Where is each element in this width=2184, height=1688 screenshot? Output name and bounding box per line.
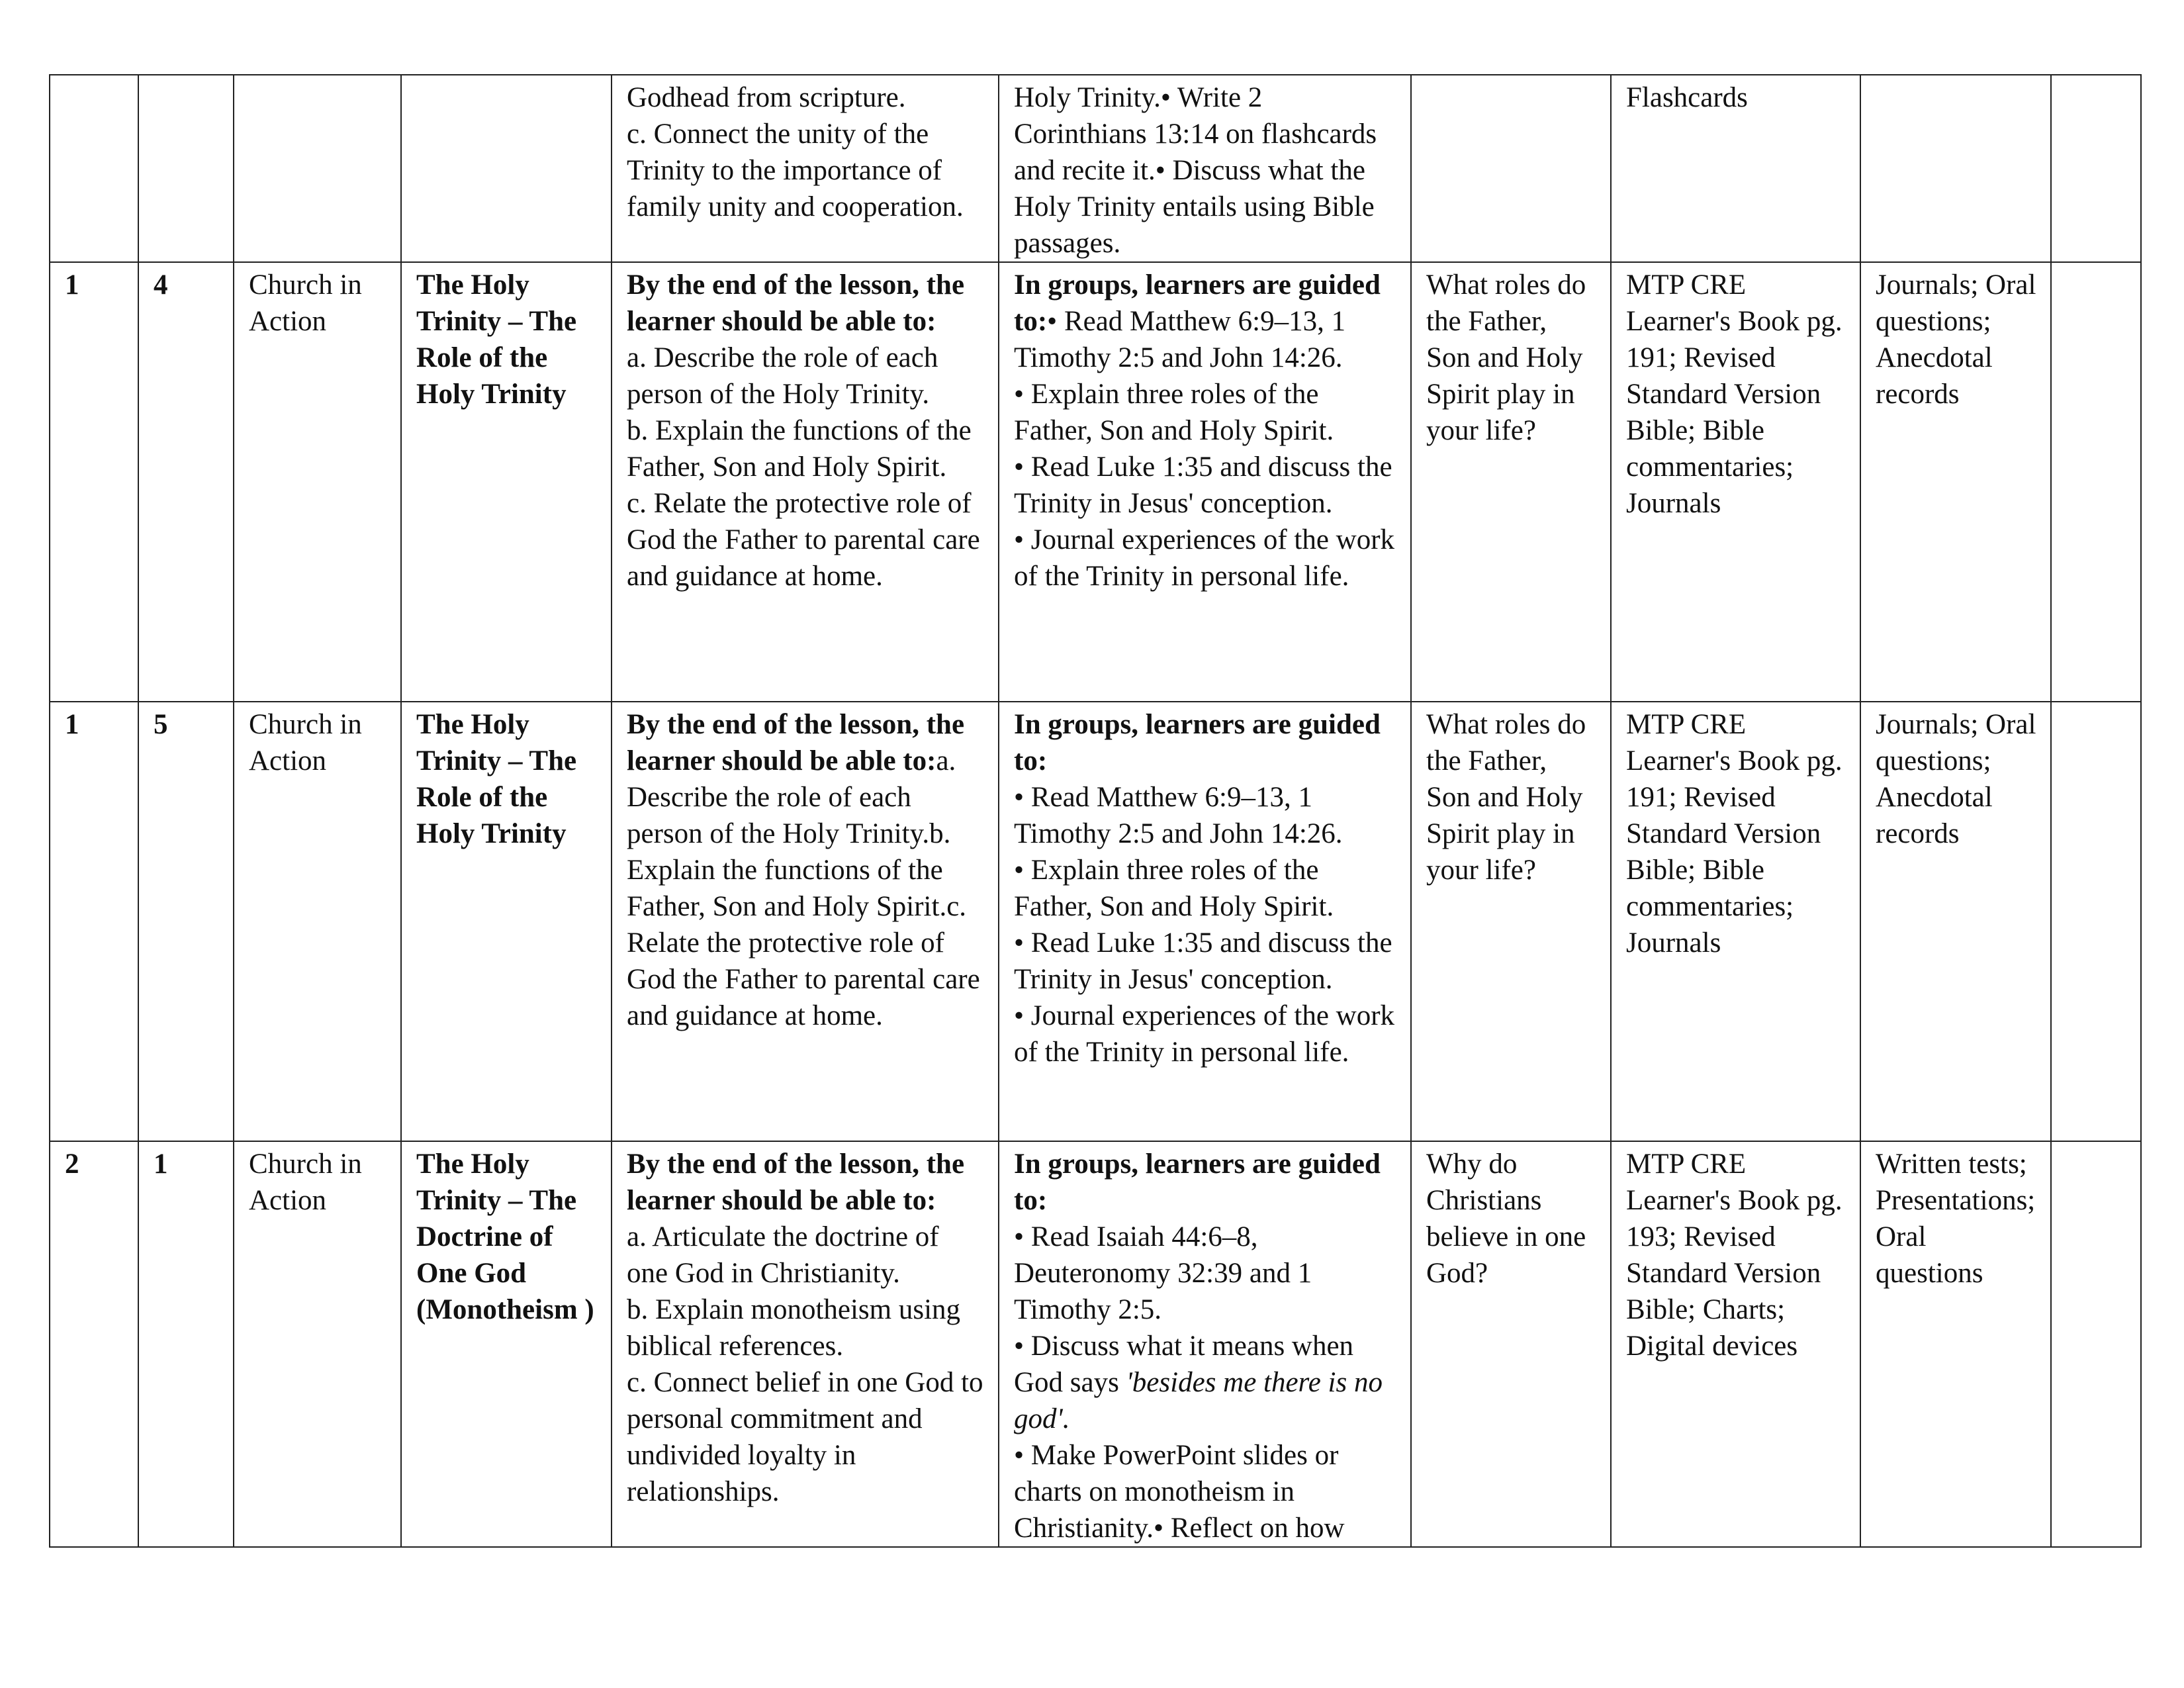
outcome-line: c. Connect the unity of the Trinity to the importance of family unity and cooperation. xyxy=(627,118,964,222)
table-row xyxy=(50,702,2141,1141)
scheme-of-work-table xyxy=(49,74,2142,1548)
substrand-cell: The Holy Trinity – The Role of the Holy Trinity xyxy=(401,262,612,702)
experience-line: • Read Luke 1:35 and discuss the Trinity in Jesus' conception. xyxy=(1014,927,1392,995)
experience-line: • Read Matthew 6:9–13, 1 Timothy 2:5 and John 14:26. xyxy=(1014,306,1346,373)
lesson-cell: 4 xyxy=(138,262,234,702)
term-cell xyxy=(50,75,138,262)
experiences-cell: Holy Trinity.• Write 2 Corinthians 13:14 on flashcards and recite it.• Discuss what the Holy Trinity entails using Bible passages. xyxy=(999,75,1411,262)
lesson-cell xyxy=(138,75,234,262)
outcome-line: a. Describe the role of each person of the Holy Trinity.b. Explain the functions of the Father, Son and Holy Spirit.c. Relate the protective role of God the Father to parental care and guidance at home. xyxy=(627,745,980,1031)
substrand-cell xyxy=(401,75,612,262)
inquiry-cell: What roles do the Father, Son and Holy Spirit play in your life? xyxy=(1411,262,1611,702)
table-row xyxy=(50,1141,2141,1547)
experience-line: • Explain three roles of the Father, Son and Holy Spirit. xyxy=(1014,855,1334,922)
resources-cell: MTP CRE Learner's Book pg. 191; Revised Standard Version Bible; Bible commentaries; Journals xyxy=(1611,702,1860,1141)
experience-line: • Journal experiences of the work of the Trinity in personal life. xyxy=(1014,524,1395,592)
experience-line: • Explain three roles of the Father, Son and Holy Spirit. xyxy=(1014,379,1334,446)
experiences-cell xyxy=(999,262,1411,702)
strand-cell: Church in Action xyxy=(234,1141,401,1547)
remarks-cell xyxy=(2051,75,2141,262)
experience-intro: In groups, learners are guided to: xyxy=(1014,269,1381,337)
remarks-cell xyxy=(2051,262,2141,702)
experience-line: • Make PowerPoint slides or charts on monotheism in Christianity.• Reflect on how xyxy=(1014,1440,1345,1544)
assessment-cell: Journals; Oral questions; Anecdotal records xyxy=(1860,702,2051,1141)
outcome-line: c. Connect belief in one God to personal commitment and undivided loyalty in relationships. xyxy=(627,1367,983,1507)
outcome-line: a. Describe the role of each person of the Holy Trinity. xyxy=(627,342,938,410)
strand-cell xyxy=(234,75,401,262)
experience-text: • Discuss what it means when God says xyxy=(1014,1331,1354,1398)
lesson-cell: 5 xyxy=(138,702,234,1141)
strand-cell: Church in Action xyxy=(234,702,401,1141)
experience-intro: In groups, learners are guided to: xyxy=(1014,709,1381,776)
term-cell: 2 xyxy=(50,1141,138,1547)
outcome-line: a. Articulate the doctrine of one God in Christianity. xyxy=(627,1221,939,1289)
experiences-cell xyxy=(999,1141,1411,1547)
assessment-cell: Journals; Oral questions; Anecdotal records xyxy=(1860,262,2051,702)
term-cell: 1 xyxy=(50,262,138,702)
resources-cell: MTP CRE Learner's Book pg. 193; Revised Standard Version Bible; Charts; Digital devices xyxy=(1611,1141,1860,1547)
term-cell: 1 xyxy=(50,702,138,1141)
lesson-cell: 1 xyxy=(138,1141,234,1547)
outcome-intro: By the end of the lesson, the learner should be able to: xyxy=(627,269,965,337)
experiences-cell xyxy=(999,702,1411,1141)
outcomes-cell xyxy=(612,75,999,262)
inquiry-cell xyxy=(1411,75,1611,262)
experience-line xyxy=(1014,1328,1397,1437)
experience-line: • Read Isaiah 44:6–8, Deuteronomy 32:39 and 1 Timothy 2:5. xyxy=(1014,1221,1312,1325)
outcome-line: b. Explain monotheism using biblical references. xyxy=(627,1294,961,1362)
resources-cell: Flashcards xyxy=(1611,75,1860,262)
outcome-line: b. Explain the functions of the Father, Son and Holy Spirit. xyxy=(627,415,972,483)
outcome-intro: By the end of the lesson, the learner should be able to: xyxy=(627,709,965,776)
experience-line: • Journal experiences of the work of the Trinity in personal life. xyxy=(1014,1000,1395,1068)
outcome-intro: By the end of the lesson, the learner should be able to: xyxy=(627,1149,965,1216)
outcome-line: Godhead from scripture. xyxy=(627,82,906,113)
outcome-line: c. Relate the protective role of God the Father to parental care and guidance at home. xyxy=(627,488,980,592)
remarks-cell xyxy=(2051,702,2141,1141)
remarks-cell xyxy=(2051,1141,2141,1547)
scripture-quote: 'besides me there is no god'. xyxy=(1014,1367,1383,1434)
strand-cell: Church in Action xyxy=(234,262,401,702)
inquiry-cell: What roles do the Father, Son and Holy Spirit play in your life? xyxy=(1411,702,1611,1141)
experience-intro: In groups, learners are guided to: xyxy=(1014,1149,1381,1216)
outcomes-cell xyxy=(612,262,999,702)
outcomes-cell xyxy=(612,702,999,1141)
outcomes-cell xyxy=(612,1141,999,1547)
table-row xyxy=(50,262,2141,702)
substrand-cell: The Holy Trinity – The Doctrine of One God (Monotheism ) xyxy=(401,1141,612,1547)
experience-line: • Read Luke 1:35 and discuss the Trinity in Jesus' conception. xyxy=(1014,451,1392,519)
substrand-cell: The Holy Trinity – The Role of the Holy Trinity xyxy=(401,702,612,1141)
inquiry-cell: Why do Christians believe in one God? xyxy=(1411,1141,1611,1547)
assessment-cell xyxy=(1860,75,2051,262)
table-row xyxy=(50,75,2141,262)
assessment-cell: Written tests; Presentations; Oral questions xyxy=(1860,1141,2051,1547)
resources-cell: MTP CRE Learner's Book pg. 191; Revised Standard Version Bible; Bible commentaries; Journals xyxy=(1611,262,1860,702)
experience-line: • Read Matthew 6:9–13, 1 Timothy 2:5 and John 14:26. xyxy=(1014,782,1343,849)
